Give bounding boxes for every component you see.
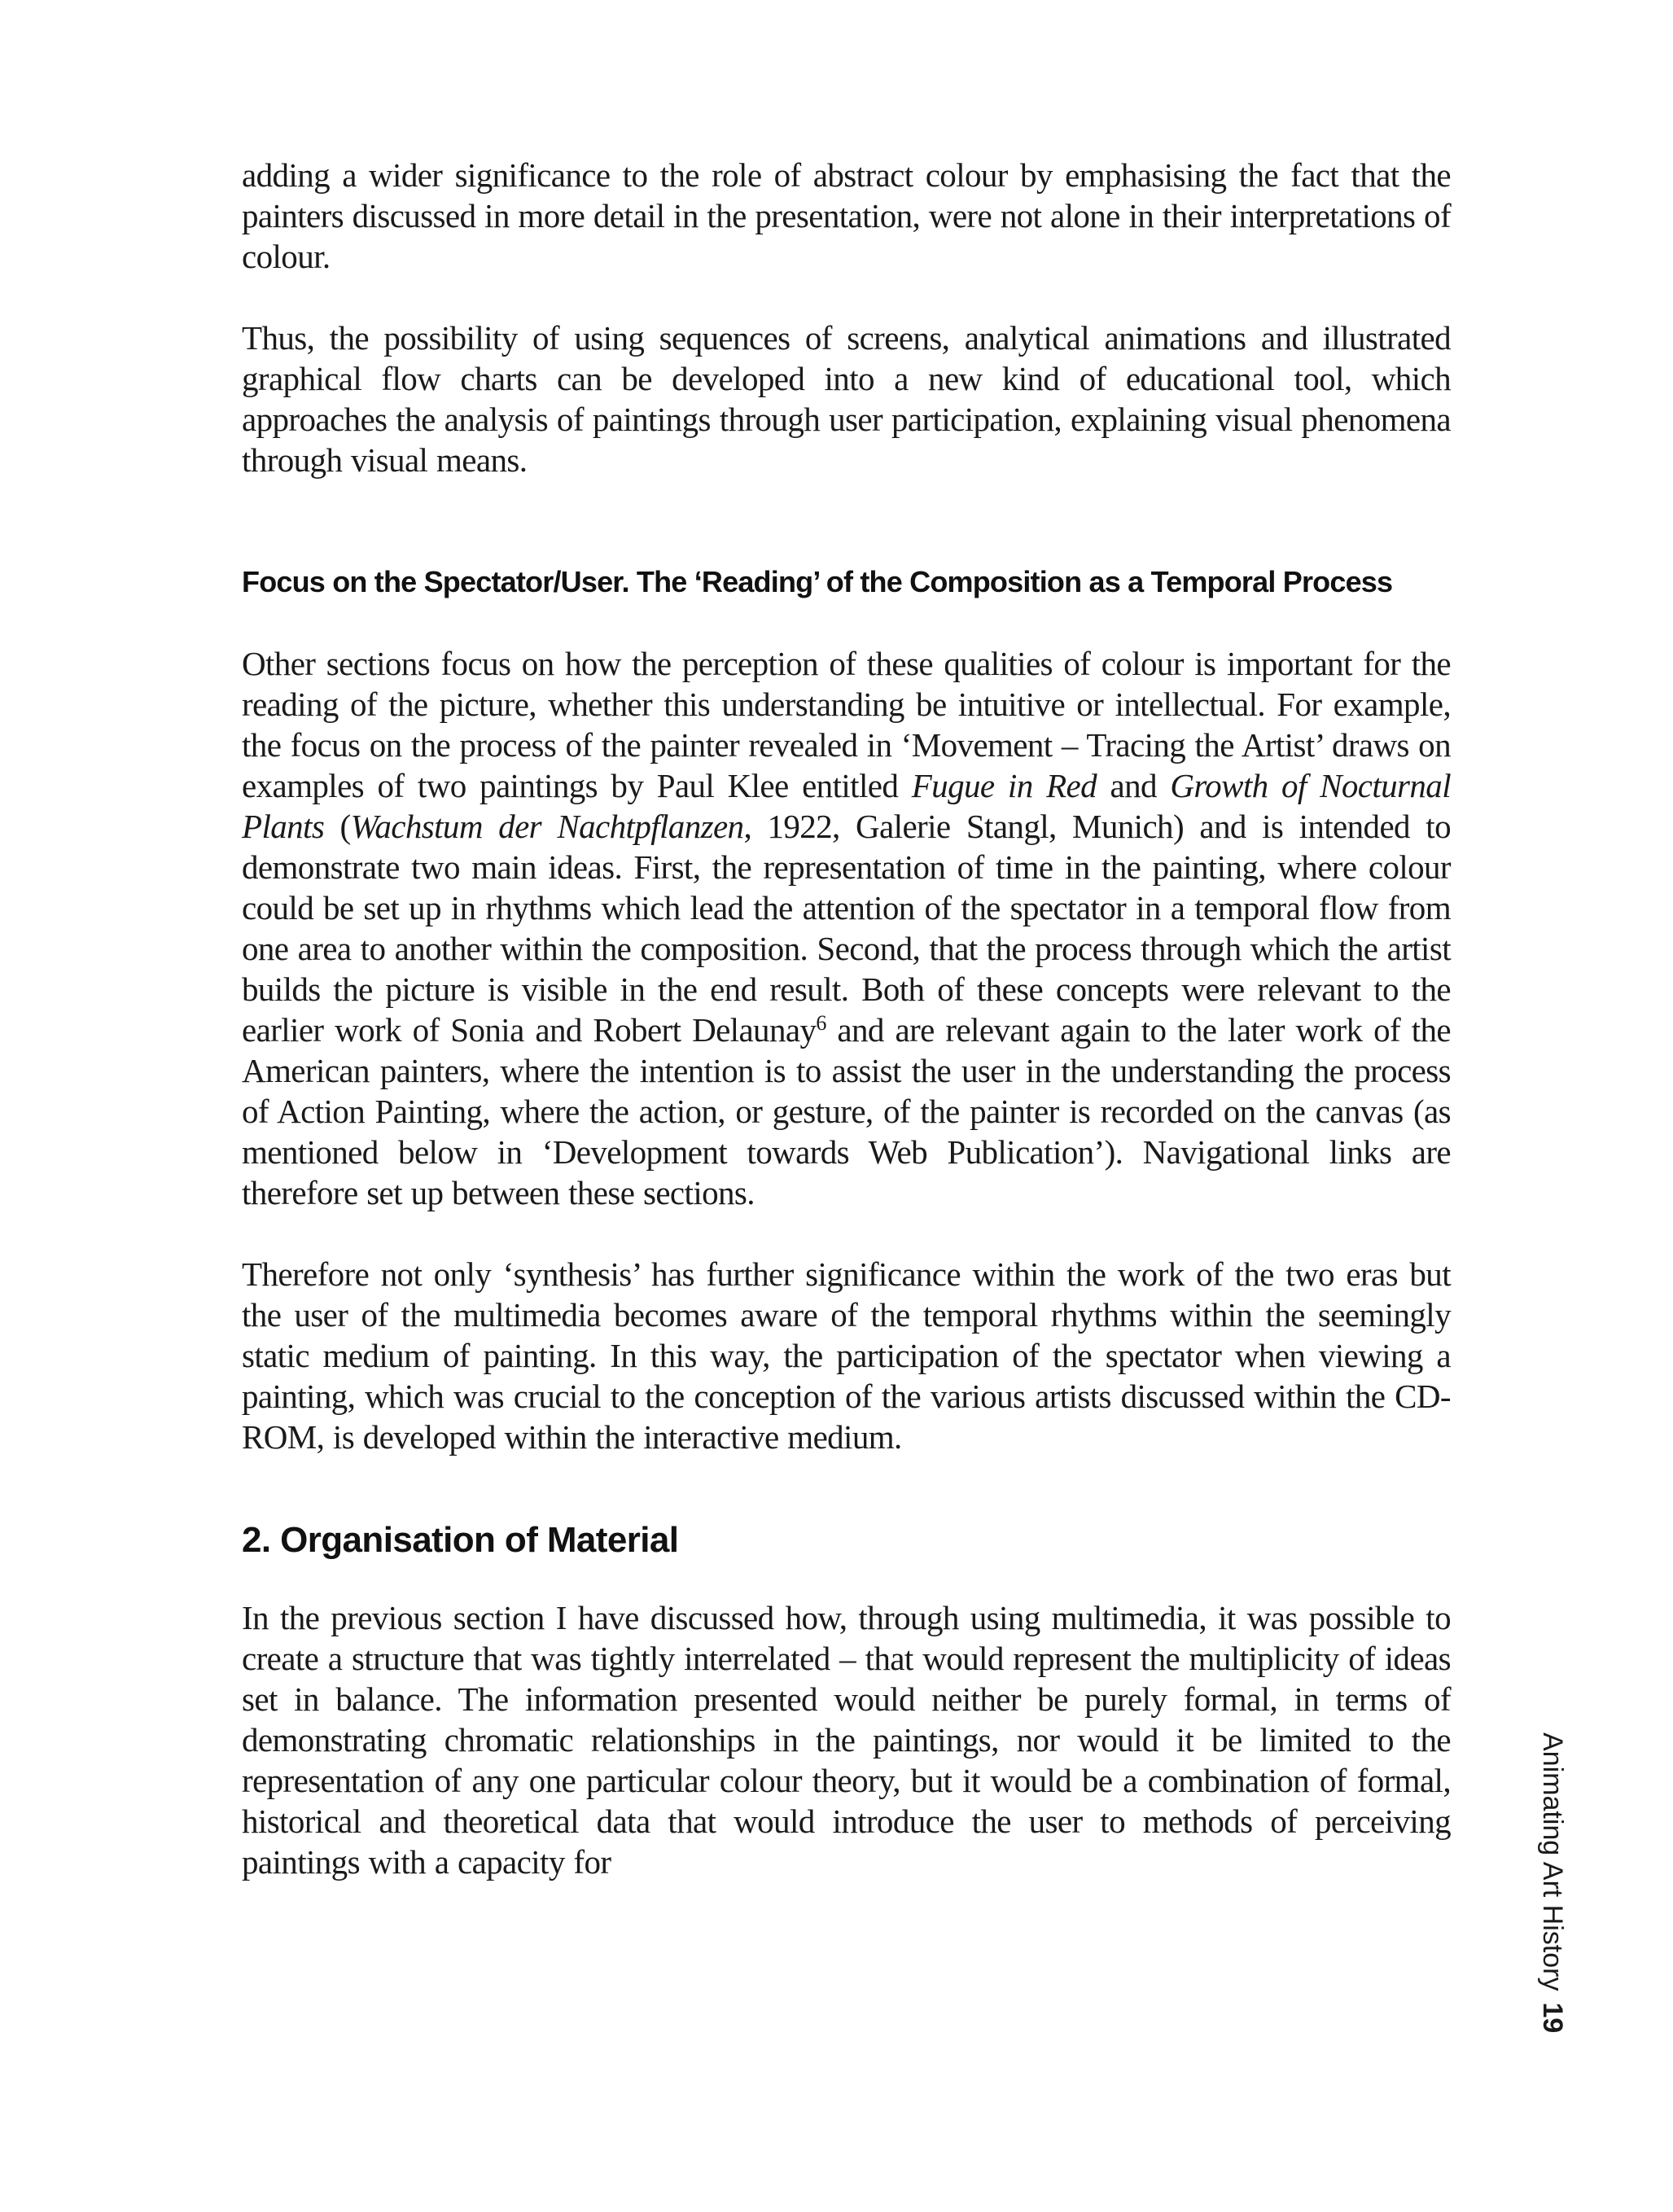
subheading-spectator-user: Focus on the Spectator/User. The ‘Reading’ of the Composition as a Temporal Process <box>242 565 1393 598</box>
paragraph-text: Other sections focus on how the perception of these qualities of colour is important for the reading of the picture, whether this understanding be intuitive or intellectual. For example, the focus on the process of the painter revealed in ‘Movement – Tracing the Artist’ draws on examples of two paintings by Paul Klee entitled <box>242 645 1451 804</box>
section-heading-organisation-of-material: 2. Organisation of Material <box>242 1520 679 1560</box>
painting-title-fugue-in-red: Fugue in Red <box>911 767 1097 804</box>
footnote-reference[interactable]: 6 <box>816 1011 826 1035</box>
running-footer-text <box>1536 1732 1569 2033</box>
page-number: 19 <box>1537 2002 1568 2034</box>
page-body <box>242 155 1451 1882</box>
body-paragraph-5: In the previous section I have discussed how, through using multimedia, it was possible to create a structure that was tightly interrelated – that would represent the multiplicity of ideas set in balance. The information presented would neither be purely formal, in terms of demonstrating chromatic relationships in the paintings, nor would it be limited to the representation of any one particular colour theory, but it would be a combination of formal, historical and theoretical data that would introduce the user to methods of perceiving paintings with a capacity for <box>242 1599 1451 1881</box>
body-paragraph-4: Therefore not only ‘synthesis’ has further significance within the work of the two eras but the user of the multimedia becomes aware of the temporal rhythms within the seemingly static medium of painting. In this way, the participation of the spectator when viewing a painting, which was crucial to the conception of the various artists discussed within the CD-ROM, is developed within the interactive medium. <box>242 1255 1451 1456</box>
running-footer <box>1526 1732 1575 2074</box>
body-paragraph-1: adding a wider significance to the role of abstract colour by emphasising the fact that the painters discussed in more detail in the presentation, were not alone in their interpretations of colour. <box>242 156 1451 275</box>
painting-title-growth-of-nocturnal-plants: Growth of Nocturnal Plants <box>242 767 1451 845</box>
paragraph-text: , 1922, Galerie Stangl, Munich) and is intended to demonstrate two main ideas. First, the representation of time in the painting, where colour could be set up in rhythms which lead the attention of the spectator in a temporal flow from one area to another within the composition. Second, that the process through which the artist builds the picture is visible in the end result. Both of these concepts were relevant to the earlier work of Sonia and Robert Delaunay <box>242 808 1451 1049</box>
body-paragraph-2: Thus, the possibility of using sequences of screens, analytical animations and illustrated graphical flow charts can be developed into a new kind of educational tool, which approaches the analysis of paintings through user participation, explaining visual phenomena through visual means. <box>242 319 1451 479</box>
paragraph-text: ( <box>324 808 351 845</box>
painting-title-german: Wachstum der Nachtpflanzen <box>350 808 744 845</box>
paragraph-text: and <box>1097 767 1171 804</box>
running-title: Animating Art History <box>1537 1732 1568 1991</box>
paragraph-text: and are relevant again to the later work of the American painters, where the intention is to assist the user in the understanding the process of Action Painting, where the action, or gesture, of the painter is recorded on the canvas (as mentioned below in ‘Development towards Web Publication’). Navigational links are therefore set up between these sections. <box>242 1011 1451 1211</box>
body-paragraph-3 <box>242 643 1451 1213</box>
